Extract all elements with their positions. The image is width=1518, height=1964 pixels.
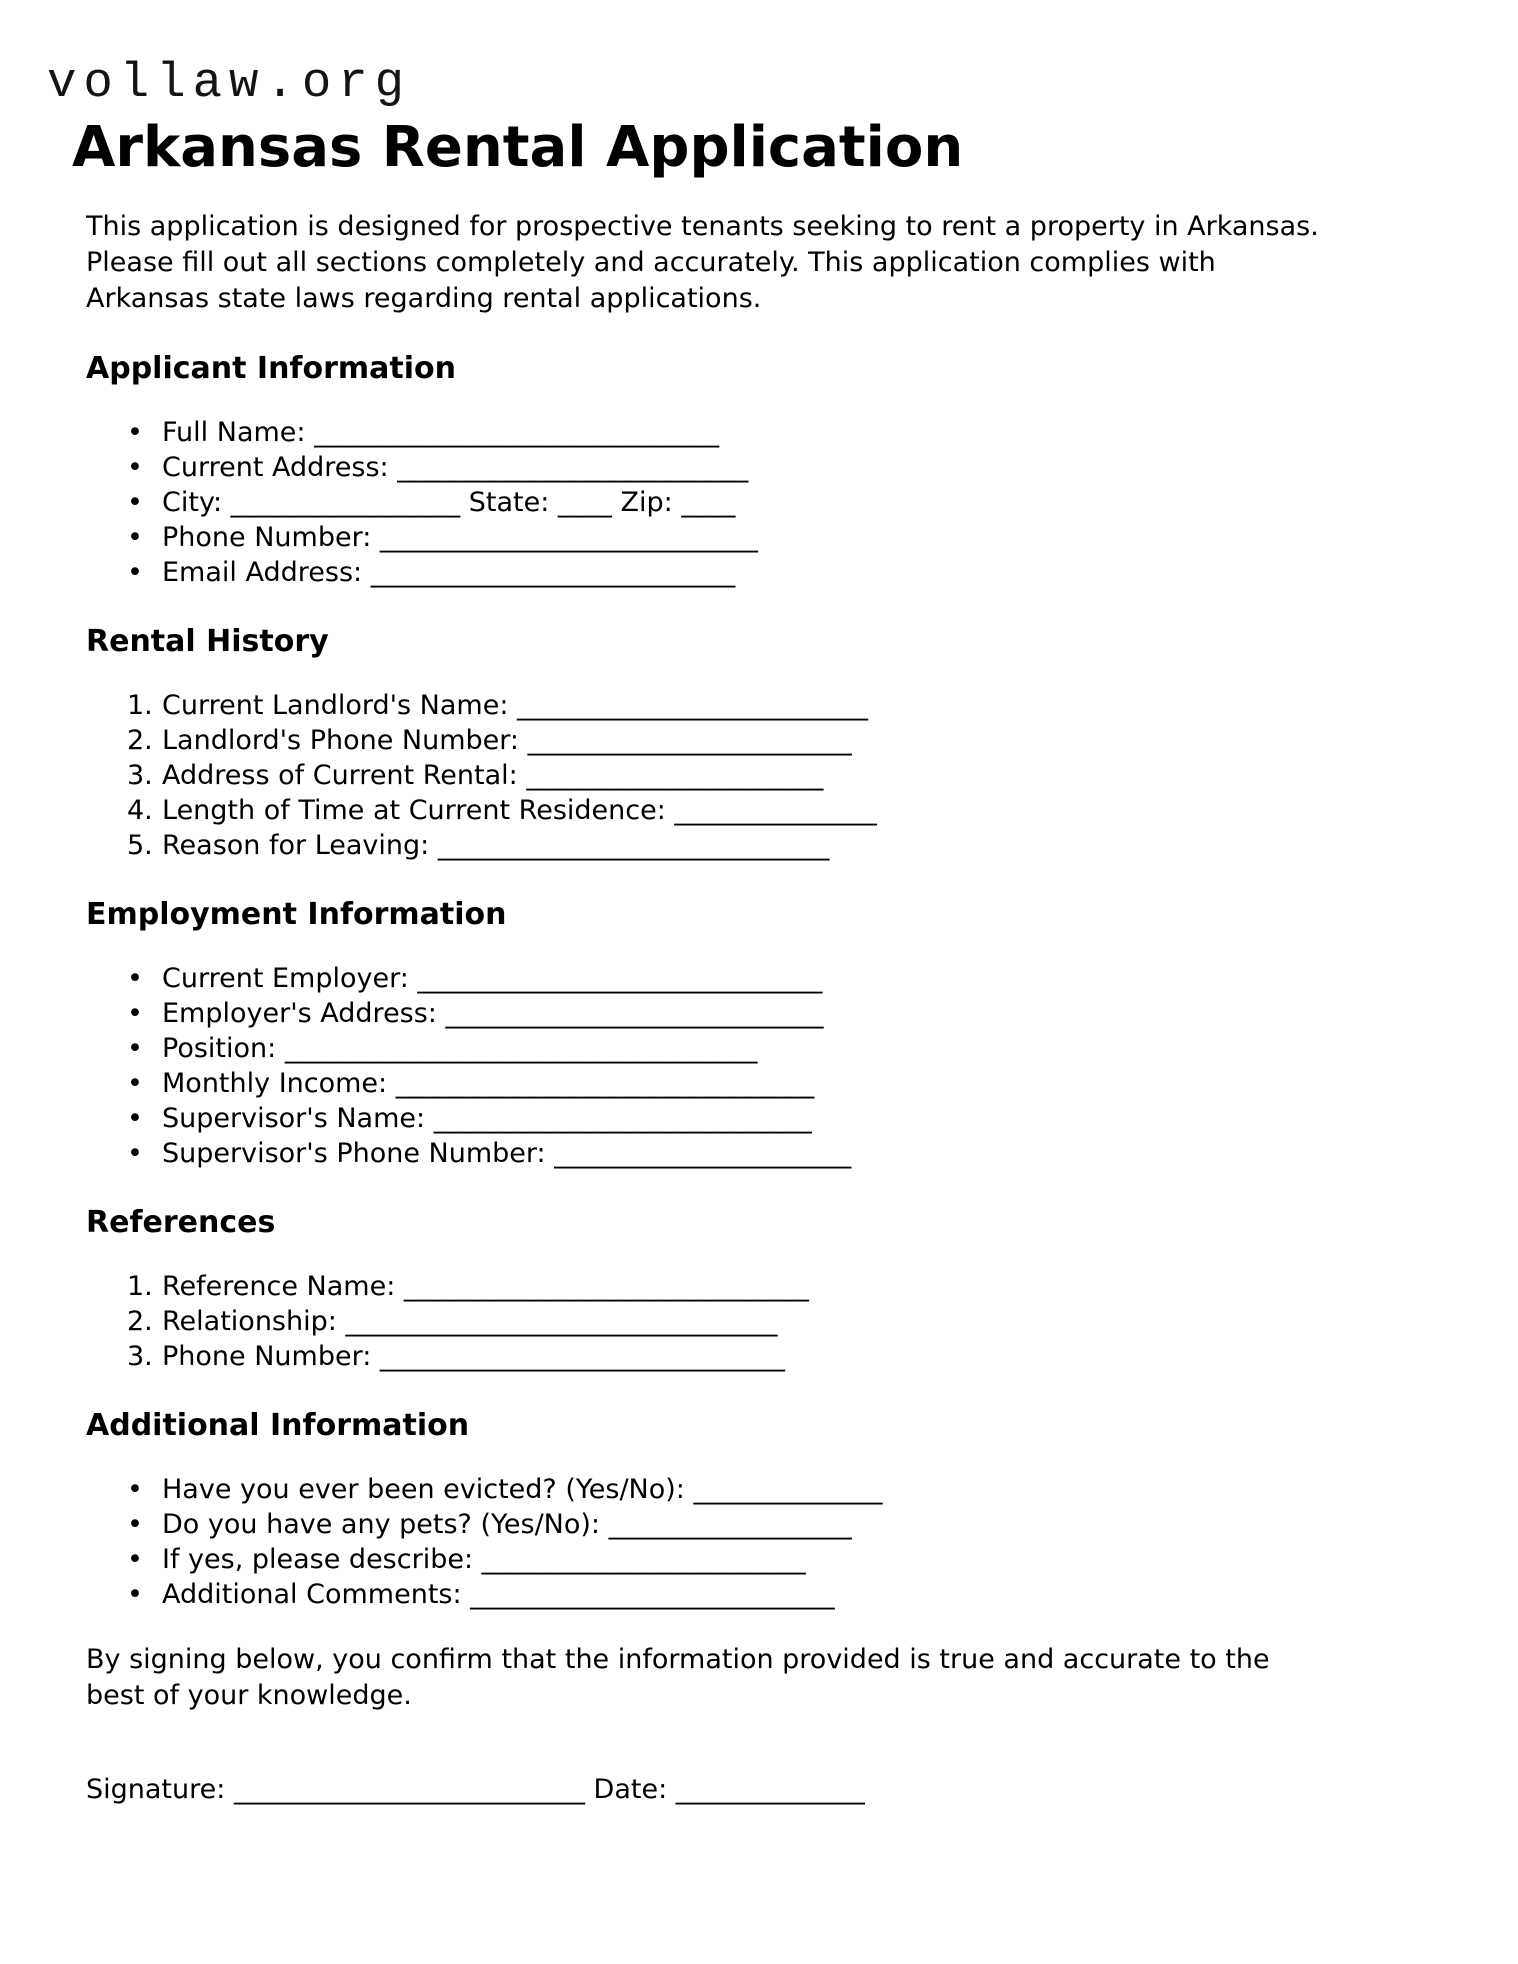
- bullet-icon: •: [127, 556, 143, 588]
- bullet-icon: •: [127, 1067, 143, 1099]
- document-page: [47, 55, 1446, 1807]
- field-label: Phone Number:: [162, 521, 372, 553]
- field-label: Address of Current Rental:: [162, 759, 518, 791]
- field-label: State:: [468, 486, 550, 518]
- section-rental-history: [86, 624, 1446, 863]
- blank-line: _________________: [230, 486, 461, 518]
- field-label: Full Name:: [162, 416, 306, 448]
- bullet-icon: •: [127, 997, 143, 1029]
- bullet-icon: •: [127, 1578, 143, 1610]
- form-field: [86, 1577, 1446, 1612]
- section-list: [86, 415, 1446, 590]
- page-title: Arkansas Rental Application: [72, 114, 964, 180]
- bullet-icon: •: [127, 521, 143, 553]
- field-label: Current Employer:: [162, 962, 409, 994]
- date-blank-line: ______________: [675, 1773, 865, 1805]
- blank-line: ____________________________: [445, 997, 824, 1029]
- form-field: [86, 1136, 1446, 1171]
- bullet-icon: •: [127, 486, 143, 518]
- blank-line: ______________________________: [403, 1270, 809, 1302]
- confirmation-paragraph: [86, 1642, 1446, 1714]
- form-sections: [86, 351, 1446, 1612]
- bullet-icon: •: [127, 1508, 143, 1540]
- field-label: Additional Comments:: [162, 1578, 462, 1610]
- field-label: Email Address:: [162, 556, 363, 588]
- blank-line: ___________________________: [470, 1578, 835, 1610]
- blank-line: ____________________________: [433, 1102, 812, 1134]
- intro-paragraph: [86, 209, 1446, 317]
- bullet-icon: •: [127, 1137, 143, 1169]
- form-field: [86, 1542, 1446, 1577]
- field-label: Position:: [162, 1032, 277, 1064]
- blank-line: ______________________: [554, 1137, 852, 1169]
- bullet-icon: •: [127, 962, 143, 994]
- form-field: [86, 555, 1446, 590]
- item-number: 3.: [127, 1340, 153, 1372]
- blank-line: ____: [557, 486, 612, 518]
- field-label: Do you have any pets? (Yes/No):: [162, 1508, 601, 1540]
- blank-line: ___________________________________: [284, 1032, 758, 1064]
- section-heading: Employment Information: [86, 896, 507, 932]
- date-label: Date:: [593, 1773, 668, 1805]
- item-number: 1.: [127, 689, 153, 721]
- section-applicant-information: [86, 351, 1446, 590]
- field-label: Employer's Address:: [162, 997, 437, 1029]
- field-label: Supervisor's Phone Number:: [162, 1137, 546, 1169]
- item-number: 2.: [127, 724, 153, 756]
- blank-line: ____: [681, 486, 736, 518]
- section-heading: Rental History: [86, 623, 329, 659]
- blank-line: _______________: [674, 794, 877, 826]
- field-label: Supervisor's Name:: [162, 1102, 426, 1134]
- signature-blank-line: __________________________: [233, 1773, 585, 1805]
- form-field: [86, 793, 1446, 828]
- signature-row: [86, 1772, 1446, 1807]
- section-heading: Additional Information: [86, 1407, 470, 1443]
- blank-line: _____________________________: [437, 829, 830, 861]
- form-field: [86, 1472, 1446, 1507]
- form-field: [86, 758, 1446, 793]
- blank-line: ___________________________: [370, 556, 736, 588]
- form-field: [86, 415, 1446, 450]
- item-number: 3.: [127, 759, 153, 791]
- form-field: [86, 520, 1446, 555]
- blank-line: ______________________________: [314, 416, 720, 448]
- blank-line: ________________________________: [345, 1305, 778, 1337]
- field-label: Relationship:: [162, 1305, 337, 1337]
- section-list: [86, 1269, 1446, 1374]
- text-line: Arkansas state laws regarding rental applications.: [86, 282, 762, 314]
- blank-line: __________________________: [517, 689, 869, 721]
- bullet-icon: •: [127, 1032, 143, 1064]
- item-number: 4.: [127, 794, 153, 826]
- form-field: [86, 1066, 1446, 1101]
- blank-line: ________________________: [481, 1543, 806, 1575]
- blank-line: ______________________________: [417, 962, 823, 994]
- form-field: [86, 996, 1446, 1031]
- blank-line: ______________________________: [379, 1340, 785, 1372]
- bullet-icon: •: [127, 451, 143, 483]
- item-number: 5.: [127, 829, 153, 861]
- field-label: City:: [162, 486, 223, 518]
- section-additional-information: [86, 1408, 1446, 1612]
- field-label: Length of Time at Current Residence:: [162, 794, 666, 826]
- signature-label: Signature:: [86, 1773, 226, 1805]
- blank-line: __________________: [608, 1508, 852, 1540]
- form-field: [86, 1339, 1446, 1374]
- form-field: [86, 1031, 1446, 1066]
- section-heading: Applicant Information: [86, 350, 456, 386]
- field-label: Reference Name:: [162, 1270, 396, 1302]
- text-line: Please fill out all sections completely and accurately. This application complies with: [86, 246, 1216, 278]
- blank-line: __________________________: [397, 451, 749, 483]
- bullet-icon: •: [127, 416, 143, 448]
- bullet-icon: •: [127, 1102, 143, 1134]
- form-field: [86, 450, 1446, 485]
- text-line: This application is designed for prospective tenants seeking to rent a property in Arkansas.: [86, 210, 1319, 242]
- blank-line: ______________: [693, 1473, 883, 1505]
- field-label: Current Landlord's Name:: [162, 689, 509, 721]
- blank-line: _______________________________: [395, 1067, 815, 1099]
- field-label: Phone Number:: [162, 1340, 372, 1372]
- field-label: Current Address:: [162, 451, 389, 483]
- item-number: 2.: [127, 1305, 153, 1337]
- item-number: 1.: [127, 1270, 153, 1302]
- field-label: Reason for Leaving:: [162, 829, 430, 861]
- blank-line: ________________________: [527, 724, 852, 756]
- form-field: [86, 485, 1446, 520]
- field-label: Landlord's Phone Number:: [162, 724, 519, 756]
- form-field: [86, 723, 1446, 758]
- field-label: Zip:: [620, 486, 673, 518]
- field-label: Have you ever been evicted? (Yes/No):: [162, 1473, 685, 1505]
- form-field: [86, 1101, 1446, 1136]
- text-line: best of your knowledge.: [86, 1679, 412, 1711]
- form-field: [86, 828, 1446, 863]
- section-list: [86, 1472, 1446, 1612]
- form-field: [86, 1507, 1446, 1542]
- field-label: If yes, please describe:: [162, 1543, 474, 1575]
- form-field: [86, 688, 1446, 723]
- section-heading: References: [86, 1204, 276, 1240]
- blank-line: ______________________: [526, 759, 824, 791]
- section-list: [86, 688, 1446, 863]
- site-logo: vollaw.org: [47, 55, 412, 111]
- form-field: [86, 1269, 1446, 1304]
- bullet-icon: •: [127, 1543, 143, 1575]
- bullet-icon: •: [127, 1473, 143, 1505]
- text-line: By signing below, you confirm that the information provided is true and accurate to the: [86, 1643, 1270, 1675]
- form-field: [86, 961, 1446, 996]
- field-label: Monthly Income:: [162, 1067, 388, 1099]
- form-field: [86, 1304, 1446, 1339]
- section-references: [86, 1205, 1446, 1374]
- section-list: [86, 961, 1446, 1171]
- blank-line: ____________________________: [379, 521, 758, 553]
- section-employment-information: [86, 897, 1446, 1171]
